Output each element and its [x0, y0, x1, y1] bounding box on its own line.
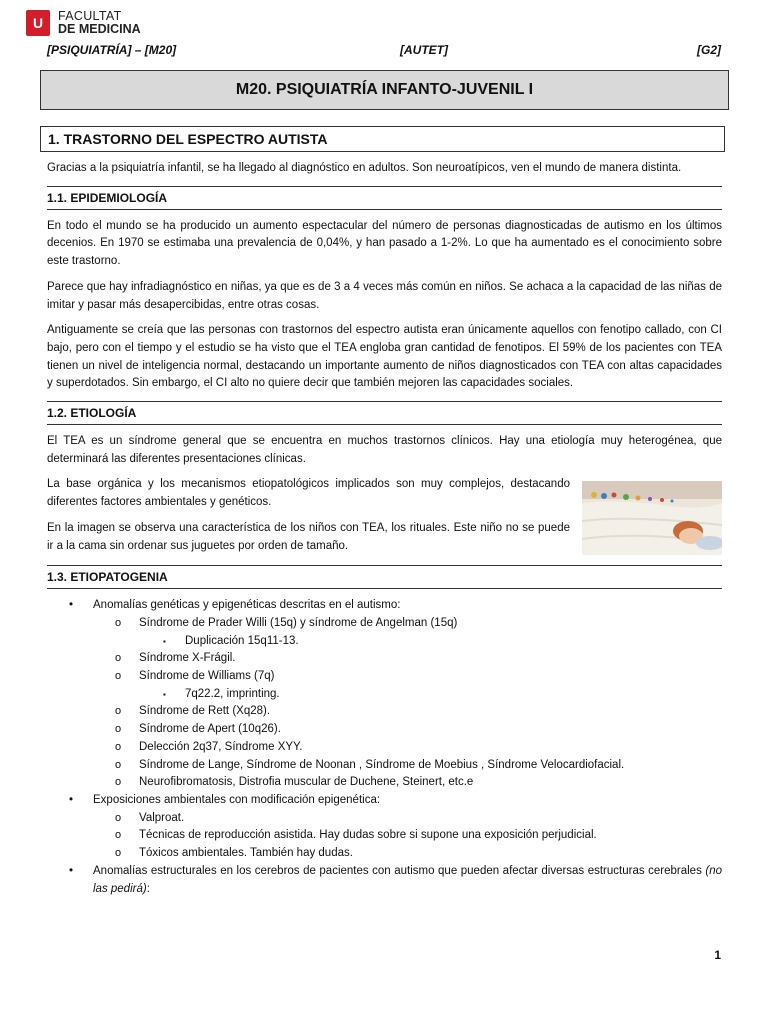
list-item: [47, 774, 722, 792]
bullet-icon: o: [115, 776, 122, 789]
logo-line-2: DE MEDICINA: [58, 22, 141, 36]
list-item-note: (no las pedirá): [93, 864, 722, 895]
paragraph: El TEA es un síndrome general que se encuentra en muchos trastornos clínicos. Hay una etiología muy heterogénea, que determinará las diferentes presentaciones clínicas.: [47, 435, 722, 465]
list-item-text: Síndrome de Prader Willi (15q) y síndrome de Angelman (15q): [139, 616, 458, 629]
list-item-text: Valproat.: [139, 811, 185, 824]
list-item-text: Síndrome X-Frágil.: [139, 652, 236, 665]
bullet-icon: o: [115, 705, 122, 718]
bullet-icon: o: [115, 723, 122, 736]
paragraph: En todo el mundo se ha producido un aumento espectacular del número de personas diagnosticadas de autismo en los últimos decenios. En 1970 se estimaba una prevalencia de 0,04%, y han pasado a 1-2%. Lo que ha aumentado es el conocimiento sobre este trastorno.: [47, 219, 722, 268]
bullet-icon: o: [115, 740, 122, 753]
list-item: [47, 863, 722, 898]
list-item-text: Delección 2q37, Síndrome XYY.: [139, 740, 303, 753]
bullet-icon: •: [69, 793, 74, 806]
subsection-heading-etiologia: 1.2. ETIOLOGÍA: [47, 401, 722, 425]
list-item-text: Exposiciones ambientales con modificación epigenética:: [93, 793, 381, 806]
bullet-icon: o: [115, 811, 122, 824]
bullet-icon: o: [115, 829, 122, 842]
list-item: [47, 597, 722, 792]
logo-line-1: FACULTAT: [58, 9, 122, 23]
list-item-text: Anomalías estructurales en los cerebros de pacientes con autismo que pueden afectar diversas estructuras cerebrales: [93, 864, 706, 877]
list-item: [47, 792, 722, 863]
section-intro: Gracias a la psiquiatría infantil, se ha llegado al diagnóstico en adultos. Son neuroatípicos, ven el mundo de manera distinta.: [47, 162, 682, 174]
bullet-icon: ▪: [163, 689, 166, 699]
list-item: [47, 739, 722, 757]
paragraph: Antiguamente se creía que las personas con trastornos del espectro autista eran únicamente aquellos con fenotipo callado, con CI bajo, pero con el tiempo y el estudio se ha visto que el TEA engloba gran cantidad de fenotipos. El 59% de los pacientes con TEA tienen un nivel de inteligencia normal, destacando un importante aumento de niños diagnosticados con TEA con altas capacidades y superdotados. Sin embargo, el CI alto no quiere decir que también mejoren las capacidades sociales.: [47, 324, 722, 390]
bullet-icon: •: [69, 599, 74, 612]
paragraph: En la imagen se observa una característica de los niños con TEA, los rituales. Este niño no se puede ir a la cama sin ordenar sus juguetes por orden de tamaño.: [47, 521, 570, 552]
header-group: [G2]: [697, 43, 721, 57]
faculty-logo: [26, 10, 141, 36]
subsection-heading-epidemiologia: 1.1. EPIDEMIOLOGÍA: [47, 186, 722, 210]
page-number: 1: [714, 948, 721, 962]
list-item-text: Anomalías genéticas y epigenéticas descritas en el autismo:: [93, 599, 401, 612]
paragraph: La base orgánica y los mecanismos etiopatológicos implicados son muy complejos, destacando diferentes factores ambientales y genéticos.: [47, 478, 570, 509]
subsection-heading-etiopatogenia: 1.3. ETIOPATOGENIA: [47, 565, 722, 589]
bullet-icon: o: [115, 847, 122, 860]
document-body: [47, 160, 722, 898]
bullet-icon: ▪: [163, 636, 166, 646]
list-item: [47, 650, 722, 668]
list-item-text: 7q22.2, imprinting.: [185, 687, 280, 700]
etiopatogenia-list: [47, 597, 722, 898]
bullet-icon: o: [115, 670, 122, 683]
bullet-icon: o: [115, 758, 122, 771]
list-item-text: Duplicación 15q11-13.: [185, 634, 299, 647]
paragraph: Parece que hay infradiagnóstico en niñas, ya que es de 3 a 4 veces más común en niños. Se achaca a la capacidad de las niñas de imitar y pasar más desapercibidas, entre otras cosas.: [47, 280, 722, 311]
list-item-text: Síndrome de Lange, Síndrome de Noonan , Síndrome de Moebius , Síndrome Velocardiofacial.: [139, 758, 625, 771]
child-toys-photo: [582, 481, 722, 555]
document-title: M20. PSIQUIATRÍA INFANTO-JUVENIL I: [40, 70, 729, 110]
university-logo-icon: U: [26, 10, 50, 36]
list-item-text: Síndrome de Williams (7q): [139, 670, 275, 683]
bullet-icon: •: [69, 864, 74, 877]
list-item-text: Síndrome de Rett (Xq28).: [139, 705, 271, 718]
list-item: [47, 827, 722, 845]
header-subject: [PSIQUIATRÍA] – [M20]: [47, 43, 177, 57]
list-item-text: Tóxicos ambientales. También hay dudas.: [139, 847, 353, 860]
list-item: [47, 668, 722, 703]
list-item: [47, 686, 722, 704]
list-item: [47, 757, 722, 775]
header-author: [AUTET]: [400, 43, 448, 57]
list-item-text: Técnicas de reproducción asistida. Hay dudas sobre si supone una exposición perjudicial.: [139, 829, 597, 842]
list-item-tail: :: [146, 882, 150, 895]
list-item: [47, 633, 722, 651]
section-heading: 1. TRASTORNO DEL ESPECTRO AUTISTA: [40, 126, 725, 152]
list-item: [47, 845, 722, 863]
list-item: [47, 810, 722, 828]
list-item: [47, 703, 722, 721]
list-item-text: Neurofibromatosis, Distrofia muscular de Duchene, Steinert, etc.e: [139, 776, 474, 789]
bullet-icon: o: [115, 652, 122, 665]
list-item: [47, 721, 722, 739]
list-item: [47, 615, 722, 650]
bullet-icon: o: [115, 616, 122, 629]
list-item-text: Síndrome de Apert (10q26).: [139, 723, 281, 736]
